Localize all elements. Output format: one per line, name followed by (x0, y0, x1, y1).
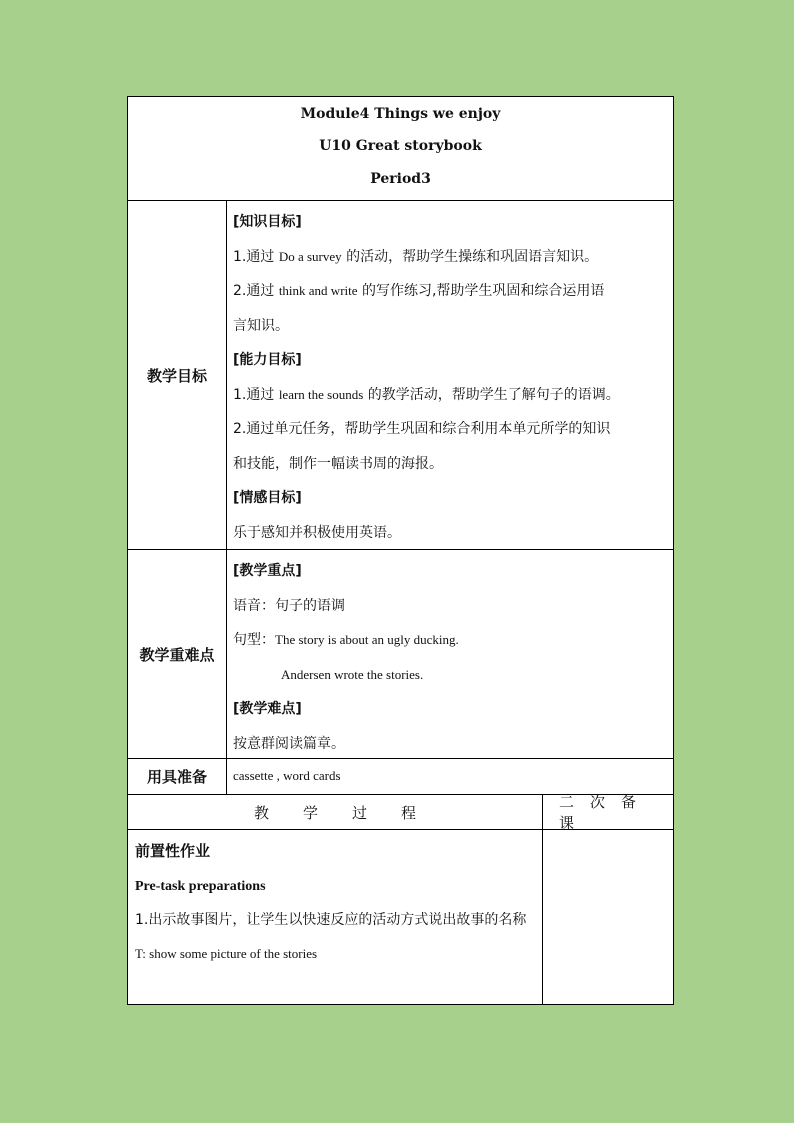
knowledge-item-2-cont: 言知识。 (233, 317, 289, 334)
second-prep-title: 二次备课 (559, 793, 653, 832)
focus-item-2: 句型：The story is about an ugly ducking. (233, 632, 459, 648)
header-row (128, 97, 673, 200)
process-body-row (128, 829, 673, 1004)
ability-item-2-cont: 和技能，制作一幅读书周的海报。 (233, 455, 443, 472)
second-prep-cell (543, 830, 673, 1004)
focus-item-3: Andersen wrote the stories. (281, 666, 424, 682)
ability-item-1: 1.通过 learn the sounds 的教学活动，帮助学生了解句子的语调。 (233, 386, 620, 403)
key-points-row (128, 549, 673, 758)
focus-title: [教学重点] (233, 563, 302, 579)
process-header-row (128, 793, 673, 832)
key-points-label: 教学重难点 (128, 550, 227, 758)
period-title: Period3 (370, 170, 431, 187)
process-step-teacher: T: show some picture of the stories (135, 946, 318, 961)
unit-title: U10 Great storybook (319, 138, 482, 155)
objectives-label: 教学目标 (128, 201, 227, 549)
materials-value: cassette , word cards (233, 768, 341, 783)
materials-content (227, 759, 673, 794)
pre-homework-title: 前置性作业 (135, 842, 211, 860)
emotion-title: [情感目标] (233, 490, 302, 506)
materials-label: 用具准备 (128, 759, 227, 794)
pre-task-title: Pre-task preparations (135, 878, 266, 894)
process-step-1: 1.出示故事图片，让学生以快速反应的活动方式说出故事的名称 (135, 912, 527, 928)
objectives-content (227, 201, 673, 549)
emotion-item-1: 乐于感知并积极使用英语。 (233, 524, 401, 541)
process-title: 教学过程 (128, 795, 543, 829)
difficulty-item-1: 按意群阅读篇章。 (233, 735, 345, 752)
objectives-row (128, 200, 673, 549)
module-title: Module4 Things we enjoy (300, 106, 501, 122)
materials-row (128, 758, 673, 794)
focus-item-1: 语音：句子的语调 (233, 597, 345, 614)
key-points-content (227, 550, 673, 758)
ability-item-2: 2.通过单元任务，帮助学生巩固和综合利用本单元所学的知识 (233, 421, 611, 437)
knowledge-item-1: 1.通过 Do a survey 的活动，帮助学生操练和巩固语言知识。 (233, 248, 599, 265)
process-content (128, 830, 543, 1004)
ability-title: [能力目标] (233, 352, 302, 368)
lesson-plan-table (127, 96, 674, 1005)
difficulty-title: [教学难点] (233, 701, 302, 717)
knowledge-item-2: 2.通过 think and write 的写作练习,帮助学生巩固和综合运用语 (233, 283, 605, 299)
knowledge-title: [知识目标] (233, 214, 302, 230)
